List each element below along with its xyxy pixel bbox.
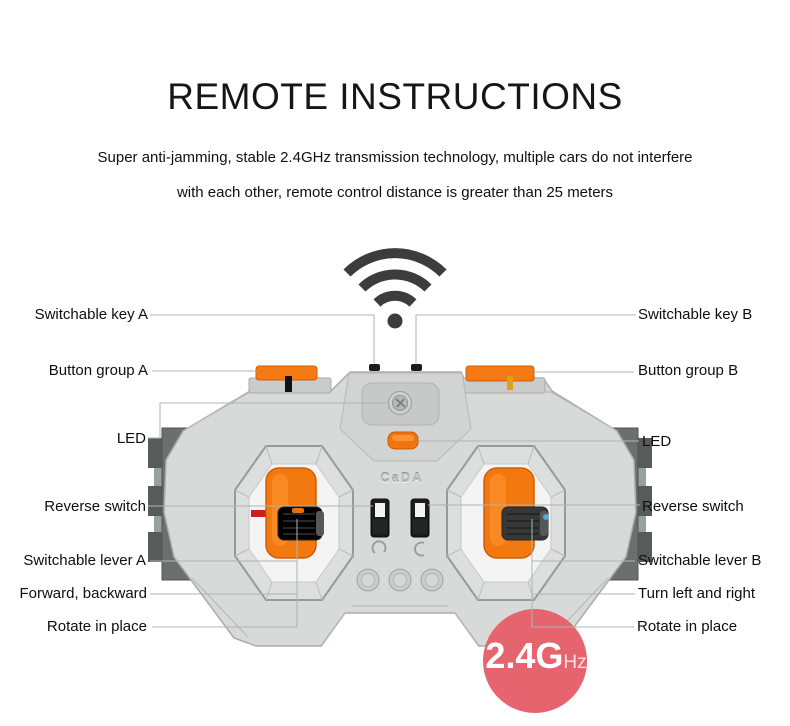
antenna-marks bbox=[369, 364, 422, 371]
reverse-switch-right bbox=[411, 499, 429, 537]
lever-b-knob bbox=[502, 507, 549, 540]
wifi-icon bbox=[347, 253, 443, 328]
callout-label-turn-left-right: Turn left and right bbox=[638, 585, 756, 602]
callout-label-rotate-in-place-left: Rotate in place bbox=[46, 618, 147, 635]
callout-label-reverse-switch-right: Reverse switch bbox=[642, 498, 744, 515]
callout-label-switchable-lever-a: Switchable lever A bbox=[23, 552, 146, 569]
callout-label-led-left: LED bbox=[116, 430, 146, 447]
switchable-key-b bbox=[459, 366, 545, 393]
callout-label-switchable-key-a: Switchable key A bbox=[34, 306, 148, 323]
callout-label-led-right: LED bbox=[642, 433, 672, 450]
led-button bbox=[388, 432, 418, 449]
callout-label-switchable-key-b: Switchable key B bbox=[638, 306, 753, 323]
callout-label-forward-backward: Forward, backward bbox=[19, 585, 147, 602]
brand-logo: CaDA bbox=[380, 470, 424, 485]
right-joystick bbox=[447, 446, 565, 600]
subtitle-line-1: Super anti-jamming, stable 2.4GHz transmission technology, multiple cars do not interfere bbox=[97, 149, 693, 166]
callout-label-button-group-b: Button group B bbox=[638, 362, 739, 379]
left-joystick bbox=[235, 446, 353, 600]
badge-24g-text bbox=[480, 636, 592, 684]
lever-a-knob bbox=[278, 507, 324, 540]
callout-label-button-group-a: Button group A bbox=[48, 362, 148, 379]
callout-label-reverse-switch-left: Reverse switch bbox=[44, 498, 146, 515]
stud-buttons bbox=[357, 569, 443, 591]
subtitle-line-2: with each other, remote control distance is greater than 25 meters bbox=[176, 184, 614, 201]
badge-frequency-value: 2.4G bbox=[485, 635, 564, 676]
callout-label-rotate-in-place-right: Rotate in place bbox=[637, 618, 738, 635]
reverse-switch-left bbox=[371, 499, 389, 537]
switchable-key-a bbox=[249, 366, 331, 393]
page-title: REMOTE INSTRUCTIONS bbox=[167, 76, 623, 117]
callout-label-switchable-lever-b: Switchable lever B bbox=[638, 552, 762, 569]
badge-frequency-unit: Hz bbox=[563, 652, 587, 673]
